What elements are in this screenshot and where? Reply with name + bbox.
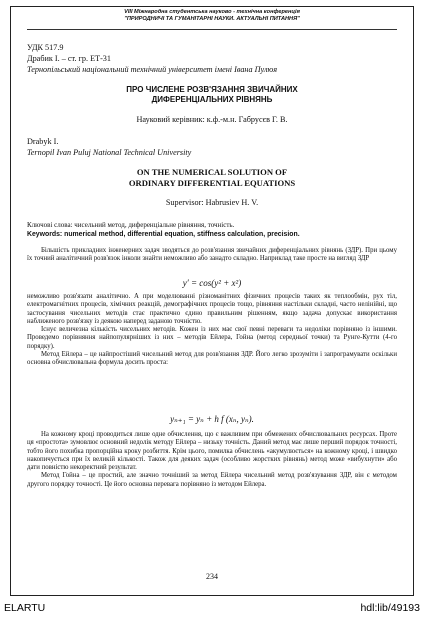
title-en-line2: ORDINARY DIFFERENTIAL EQUATIONS xyxy=(128,178,296,188)
header-rule xyxy=(27,29,397,30)
paragraph-2-block xyxy=(27,293,397,368)
paragraph-1-block xyxy=(27,247,397,264)
keywords-en: Keywords: numerical method, differential equation, stiffness calculation, precision. xyxy=(27,231,300,238)
conference-header xyxy=(26,9,398,23)
conference-header-line2: "ПРИРОДНИЧІ ТА ГУМАНІТАРНІ НАУКИ. АКТУАЛЬНІ ПИТАННЯ" xyxy=(124,16,300,22)
footer-repository-name: ELARTU xyxy=(4,602,46,614)
institution-ua: Тернопільський національний технічний університет імені Івана Пулюя xyxy=(27,65,278,74)
paragraph-5: На кожному кроці проводиться лише одне обчислення, що є важливим при обмежених обчислювальних ресурсах. Проте ця «простота» зумовлює основний недолік методу Ейлера – низьку точність. Даний метод має лише перший порядок точності, тобто його похибка пропорційна кроку розбиття. Крім цього, помилка обчислень «акумулюється» на кожному кроці, і швидко накопичується при їх великій кількості. Також для деяких задач (особливо жорстких рівнянь) метод може «вибухнути» або дати повністю некоректний результат. xyxy=(27,431,397,472)
title-ua-line1: ПРО ЧИСЛЕНЕ РОЗВ'ЯЗАННЯ ЗВИЧАЙНИХ xyxy=(126,85,298,94)
title-en-line1: ON THE NUMERICAL SOLUTION OF xyxy=(136,167,288,177)
supervisor-ua: Науковий керівник: к.ф.-м.н. Габрусєв Г. В. xyxy=(136,115,288,124)
equation-1: y′ = cos(y² + x²) xyxy=(182,278,242,288)
paragraph-3: Існує величезна кількість чисельних методів. Кожен із них має свої певні переваги та недоліки порівняно із іншими. Проведемо порівняння найпопулярніших із них – методів Ейлера, Гойна (метод середньої точки) та Рунге-Кутти (4-го порядку). xyxy=(27,326,397,350)
keywords-ua: Ключові слова: чисельний метод, диференціальне рівняння, точність. xyxy=(27,221,235,229)
udk-code: УДК 517.9 xyxy=(27,43,64,52)
conference-header-line1: VIII Міжнародна студентська науково - технічна конференція xyxy=(124,9,300,15)
paragraph-5-block xyxy=(27,431,397,489)
title-ua-line2: ДИФЕРЕНЦІАЛЬНИХ РІВНЯНЬ xyxy=(151,95,273,104)
supervisor-en: Supervisor: Habrusiev H. V. xyxy=(165,198,259,207)
footer-handle: hdl:lib/49193 xyxy=(360,602,420,614)
author-ua: Драбик І. – ст. гр. ЕТ-31 xyxy=(27,54,111,63)
paragraph-6: Метод Гойна – це простий, але значно точніший за метод Ейлера чисельний метод розв'язування ЗДР, він є методом другого порядку точності. Це його основна перевага порівняно із методом Ейлера. xyxy=(27,472,397,488)
paragraph-4: Метод Ейлера – це найпростіший чисельний метод для розв'язання ЗДР. Його легко зрозуміти і запрограмувати оскільки основна обчислювальна формула досить проста: xyxy=(27,351,397,367)
keywords-en-wrap xyxy=(27,230,397,239)
page-number: 234 xyxy=(206,572,218,581)
author-en: Drabyk I. xyxy=(27,137,59,146)
paragraph-1: Більшість прикладних інженерних задач зводяться до розв'язання звичайних диференціальних рівнянь (ЗДР). При цьому їх точний аналітичний розв'язок інколи знайти неможливо або занадто складно. Наприклад таке просте на вигляд ЗДР xyxy=(27,247,397,263)
equation-2: yₙ₊₁ = yₙ + h f (xₙ, yₙ). xyxy=(170,414,254,424)
institution-en: Ternopil Ivan Puluj National Technical University xyxy=(27,148,192,157)
paragraph-2: неможливо розв'язати аналітично. А при моделюванні різноманітних фізичних процесів таких як теплообмін, рух тіл, електромагнітних процесів, хімічних реакцій, демографічних процесів тощо, рівняння настільки складні, часто нелінійні, що застосування чисельних методів стає практично єдино правильним рішенням, якщо задача допускає використання наближеного розв'язку із деякою наперед заданою точністю. xyxy=(27,293,397,325)
